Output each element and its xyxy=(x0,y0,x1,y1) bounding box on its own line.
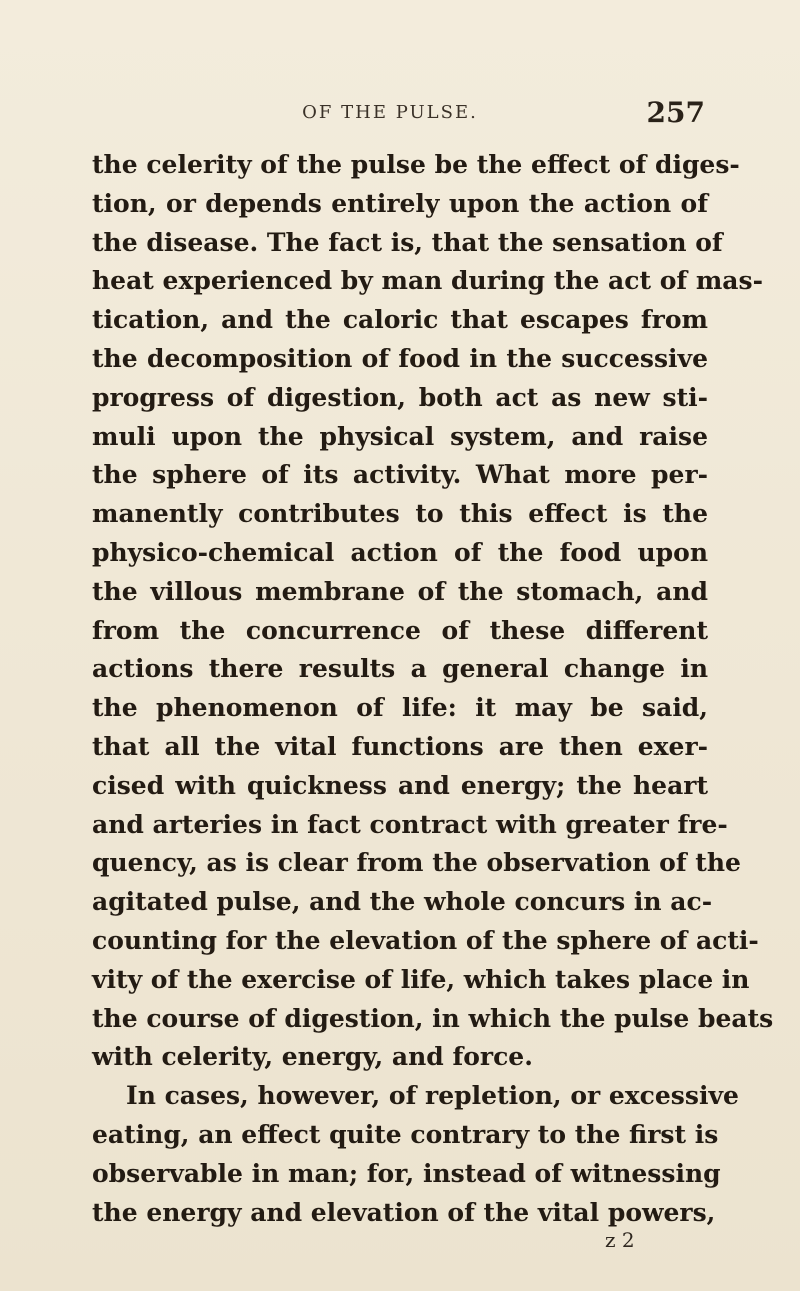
page-header xyxy=(0,96,800,136)
text-line: heat experienced by man during the act of mas- xyxy=(92,266,763,296)
text-line: the disease. The fact is, that the sensation of xyxy=(92,227,723,257)
text-line: agitated pulse, and the whole concurs in ac- xyxy=(92,887,713,917)
body-text xyxy=(92,146,774,1232)
text-line: tication, and the caloric that escapes from xyxy=(92,305,708,335)
page-number: 257 xyxy=(646,96,705,129)
text-line: that all the vital functions are then exer- xyxy=(92,731,708,761)
text-line: from the concurrence of these different xyxy=(92,615,708,645)
signature-mark: z 2 xyxy=(605,1228,635,1252)
text-line: tion, or depends entirely upon the action of xyxy=(92,188,708,218)
text-line: progress of digestion, both act as new sti- xyxy=(92,382,708,412)
running-title: OF THE PULSE. xyxy=(302,102,478,123)
text-line: the phenomenon of life: it may be said, xyxy=(92,693,708,723)
text-line: the celerity of the pulse be the effect of diges- xyxy=(92,150,740,179)
text-line: counting for the elevation of the sphere of acti- xyxy=(92,925,759,955)
text-line: and arteries in fact contract with greater fre- xyxy=(92,809,728,839)
text-line: quency, as is clear from the observation of the xyxy=(92,848,741,878)
paragraph-start-line: In cases, however, of repletion, or excessive xyxy=(126,1081,739,1111)
text-line: observable in man; for, instead of witnessing xyxy=(92,1158,721,1188)
text-line: with celerity, energy, and force. xyxy=(92,1042,533,1072)
text-line: vity of the exercise of life, which takes place in xyxy=(92,964,750,994)
text-line: the sphere of its activity. What more per- xyxy=(92,460,708,490)
page-footer xyxy=(0,1228,800,1258)
text-line: the energy and elevation of the vital powers, xyxy=(92,1197,716,1227)
text-line: the course of digestion, in which the pulse beats xyxy=(92,1003,774,1033)
text-line: eating, an effect quite contrary to the first is xyxy=(92,1119,719,1149)
text-line: manently contributes to this effect is the xyxy=(92,499,708,529)
text-line: cised with quickness and energy; the heart xyxy=(92,770,708,800)
text-line: physico-chemical action of the food upon xyxy=(92,537,708,567)
text-line: the decomposition of food in the successive xyxy=(92,343,708,373)
text-line: muli upon the physical system, and raise xyxy=(92,421,708,451)
text-line: the villous membrane of the stomach, and xyxy=(92,576,708,606)
text-line: actions there results a general change in xyxy=(92,654,708,684)
